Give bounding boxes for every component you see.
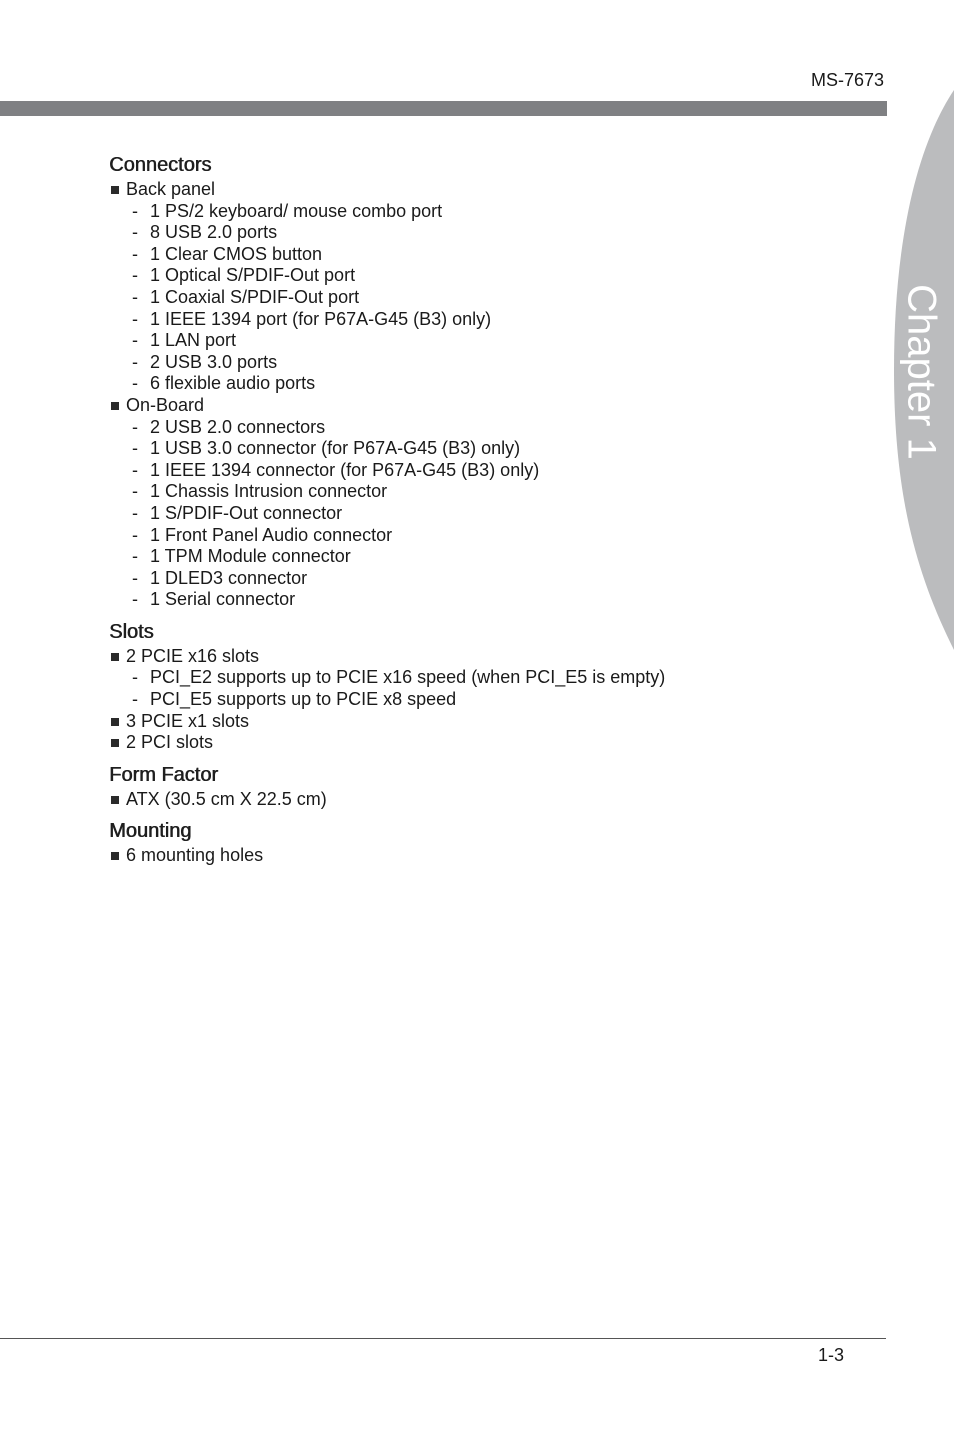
item-text: 1 Chassis Intrusion connector bbox=[150, 481, 388, 502]
sub-item bbox=[109, 201, 869, 223]
sub-item bbox=[109, 481, 869, 503]
dash-marker: - bbox=[132, 667, 138, 688]
sub-item bbox=[109, 568, 869, 590]
page-number: 1-3 bbox=[818, 1345, 845, 1365]
dash-marker: - bbox=[132, 502, 138, 523]
bullet-item bbox=[109, 646, 869, 668]
model-number: MS-7673 bbox=[810, 70, 884, 90]
item-text: 6 mounting holes bbox=[126, 845, 264, 866]
dash-marker: - bbox=[132, 265, 138, 286]
dash-marker: - bbox=[132, 524, 138, 545]
sub-item bbox=[109, 265, 869, 287]
spec-content bbox=[109, 151, 869, 867]
sub-item bbox=[109, 589, 869, 611]
dash-marker: - bbox=[132, 330, 138, 351]
bullet-item bbox=[109, 179, 869, 201]
sub-item bbox=[109, 287, 869, 309]
sub-item bbox=[109, 373, 869, 395]
item-text: 1 TPM Module connector bbox=[150, 546, 351, 567]
item-text: PCI_E2 supports up to PCIE x16 speed (when PCI_E5 is empty) bbox=[150, 667, 666, 688]
section-gap bbox=[109, 810, 869, 817]
bullet-item bbox=[109, 732, 869, 754]
section-heading: Mounting bbox=[109, 820, 192, 843]
item-text: 1 LAN port bbox=[150, 330, 237, 351]
sub-item bbox=[109, 525, 869, 547]
dash-marker: - bbox=[132, 438, 138, 459]
item-text: 6 flexible audio ports bbox=[150, 373, 316, 394]
sub-item bbox=[109, 460, 869, 482]
sub-item bbox=[109, 309, 869, 331]
item-text: 3 PCIE x1 slots bbox=[126, 710, 250, 731]
sub-item bbox=[109, 244, 869, 266]
item-text: On-Board bbox=[126, 394, 205, 415]
dash-marker: - bbox=[132, 200, 138, 221]
chapter-label: Chapter 1 bbox=[899, 284, 944, 460]
section-heading: Form Factor bbox=[109, 763, 218, 786]
section-heading: Connectors bbox=[109, 154, 212, 176]
dash-marker: - bbox=[132, 689, 138, 710]
item-text: Back panel bbox=[126, 179, 216, 199]
dash-marker: - bbox=[132, 373, 138, 394]
dash-marker: - bbox=[132, 546, 138, 567]
item-text: 2 USB 3.0 ports bbox=[150, 351, 278, 372]
section-gap bbox=[109, 611, 869, 618]
dash-marker: - bbox=[132, 589, 138, 610]
dash-marker: - bbox=[132, 243, 138, 264]
item-text: 1 DLED3 connector bbox=[150, 567, 308, 588]
dash-marker: - bbox=[132, 308, 138, 329]
section-heading: Slots bbox=[109, 620, 154, 643]
item-text: PCI_E5 supports up to PCIE x8 speed bbox=[150, 689, 457, 710]
bullet-item bbox=[109, 789, 869, 811]
sub-item bbox=[109, 222, 869, 244]
sub-item bbox=[109, 417, 869, 439]
item-text: 1 Front Panel Audio connector bbox=[150, 524, 393, 545]
header-bar bbox=[0, 101, 887, 116]
item-text: 2 PCI slots bbox=[126, 732, 214, 753]
item-text: 1 S/PDIF-Out connector bbox=[150, 502, 343, 523]
footer-rule bbox=[0, 1338, 886, 1339]
item-text: 1 USB 3.0 connector (for P67A-G45 (B3) only) bbox=[150, 438, 521, 459]
sub-item bbox=[109, 546, 869, 568]
item-text: 1 IEEE 1394 connector (for P67A-G45 (B3) only) bbox=[150, 459, 540, 480]
sub-item bbox=[109, 330, 869, 352]
bullet-item bbox=[109, 395, 869, 417]
dash-marker: - bbox=[132, 481, 138, 502]
dash-marker: - bbox=[132, 459, 138, 480]
item-text: 2 USB 2.0 connectors bbox=[150, 416, 326, 437]
item-text: 1 Clear CMOS button bbox=[150, 243, 323, 264]
dash-marker: - bbox=[132, 222, 138, 243]
item-text: 1 PS/2 keyboard/ mouse combo port bbox=[150, 200, 443, 221]
item-text: 1 IEEE 1394 port (for P67A-G45 (B3) only) bbox=[150, 308, 492, 329]
section-gap bbox=[109, 754, 869, 761]
sub-item bbox=[109, 689, 869, 711]
item-text: 1 Serial connector bbox=[150, 589, 296, 610]
dash-marker: - bbox=[132, 286, 138, 307]
bullet-item bbox=[109, 845, 869, 867]
bullet-item bbox=[109, 711, 869, 733]
item-text: ATX (30.5 cm X 22.5 cm) bbox=[126, 788, 327, 809]
dash-marker: - bbox=[132, 351, 138, 372]
sub-item bbox=[109, 503, 869, 525]
sub-item bbox=[109, 352, 869, 374]
dash-marker: - bbox=[132, 567, 138, 588]
item-text: 1 Coaxial S/PDIF-Out port bbox=[150, 286, 360, 307]
item-text: 1 Optical S/PDIF-Out port bbox=[150, 265, 356, 286]
sub-item bbox=[109, 667, 869, 689]
sub-item bbox=[109, 438, 869, 460]
dash-marker: - bbox=[132, 416, 138, 437]
item-text: 8 USB 2.0 ports bbox=[150, 222, 278, 243]
item-text: 2 PCIE x16 slots bbox=[126, 645, 260, 666]
